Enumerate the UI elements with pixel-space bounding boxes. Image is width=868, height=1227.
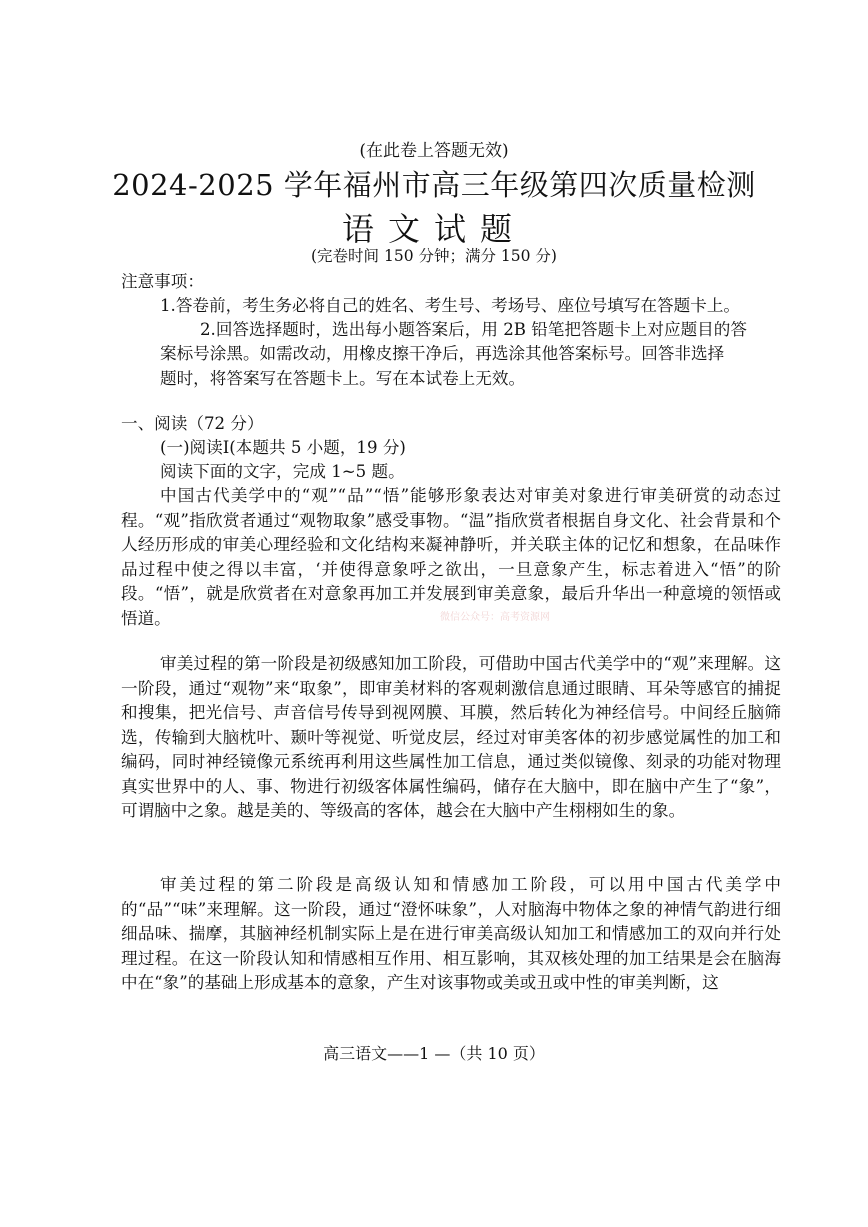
watermark-text: 微信公众号：高考资源网: [440, 612, 550, 623]
instructions-heading: 注意事项：: [121, 272, 204, 291]
time-info: (完卷时间 150 分钟；满分 150 分): [311, 247, 557, 265]
subject-title: 语文试题: [341, 210, 526, 248]
instruction-item-2-line-1: 2.回答选择题时，选出每小题答案后，用 2B 铅笔把答题卡上对应题目的答: [200, 320, 747, 339]
passage-paragraph-1: 中国古代美学中的“观”“品”“悟”能够形象表达对审美对象进行审美研赏的动态过程。“观”指欣赏者通过“观物取象”感受事物。“温”指欣赏者根据自身文化、社会背景和个人经历形成的审美心理经验和文化结构来凝神静听，并关联主体的记忆和想象，在品味作品过程中使之得以丰富，‘并使得意象呼之欲出，一旦意象产生，标志着进入“悟”的阶段。“悟”，就是欣赏者在对意象再加工并发展到审美意象，最后升华出一种意境的领悟或悟道。: [121, 486, 781, 628]
passage-paragraph-3: 审美过程的第二阶段是高级认知和情感加工阶段，可以用中国古代美学中的“品”“味”来理解。这一阶段，通过“澄怀味象”，人对脑海中物体之象的神情气韵进行细细品味、揣摩，其脑神经机制实际上是在进行审美高级认知加工和情感加工的双向并行处理过程。在这一阶段认知和情感相互作用、相互影响，其双核处理的加工结果是会在脑海中在“象”的基础上形成基本的意象，产生对该事物或美或丑或中性的审美判断，这: [121, 875, 781, 992]
reading-direction: 阅读下面的文字，完成 1~5 题。: [160, 462, 405, 481]
instruction-item-2-line-2: 案标号涂黑。如需改动，用橡皮擦干净后，再选涂其他答案标号。回答非选择: [160, 344, 725, 363]
exam-title: 2024-2025 学年福州市高三年级第四次质量检测: [112, 168, 756, 202]
section-subheading: (一)阅读Ⅰ(本题共 5 小题，19 分): [160, 438, 406, 457]
page-footer: 高三语文——1 —（共 10 页）: [323, 1044, 545, 1063]
invalid-answer-note: (在此卷上答题无效): [359, 141, 509, 161]
instruction-item-2-line-3: 题时，将答案写在答题卡上。写在本试卷上无效。: [160, 369, 526, 388]
instruction-item-1: 1.答卷前，考生务必将自己的姓名、考生号、考场号、座位号填写在答题卡上。: [160, 296, 741, 315]
passage-paragraph-2: 审美过程的第一阶段是初级感知加工阶段，可借助中国古代美学中的“观”来理解。这一阶段，通过“观物”来“取象”，即审美材料的客观刺激信息通过眼睛、耳朵等感官的捕捉和搜集，把光信号、声音信号传导到视网膜、耳膜，然后转化为神经信号。中间经丘脑筛选，传输到大脑枕叶、颞叶等视觉、听觉皮层，经过对审美客体的初步感觉属性的加工和编码，同时神经镜像元系统再利用这些属性加工信息，通过类似镜像、刻录的功能对物理真实世界中的人、事、物进行初级客体属性编码，储存在大脑中，即在脑中产生了“象”，可谓脑中之象。越是美的、等级高的客体，越会在大脑中产生栩栩如生的象。: [121, 654, 781, 820]
section-heading: 一、阅读（72 分）: [121, 414, 264, 433]
